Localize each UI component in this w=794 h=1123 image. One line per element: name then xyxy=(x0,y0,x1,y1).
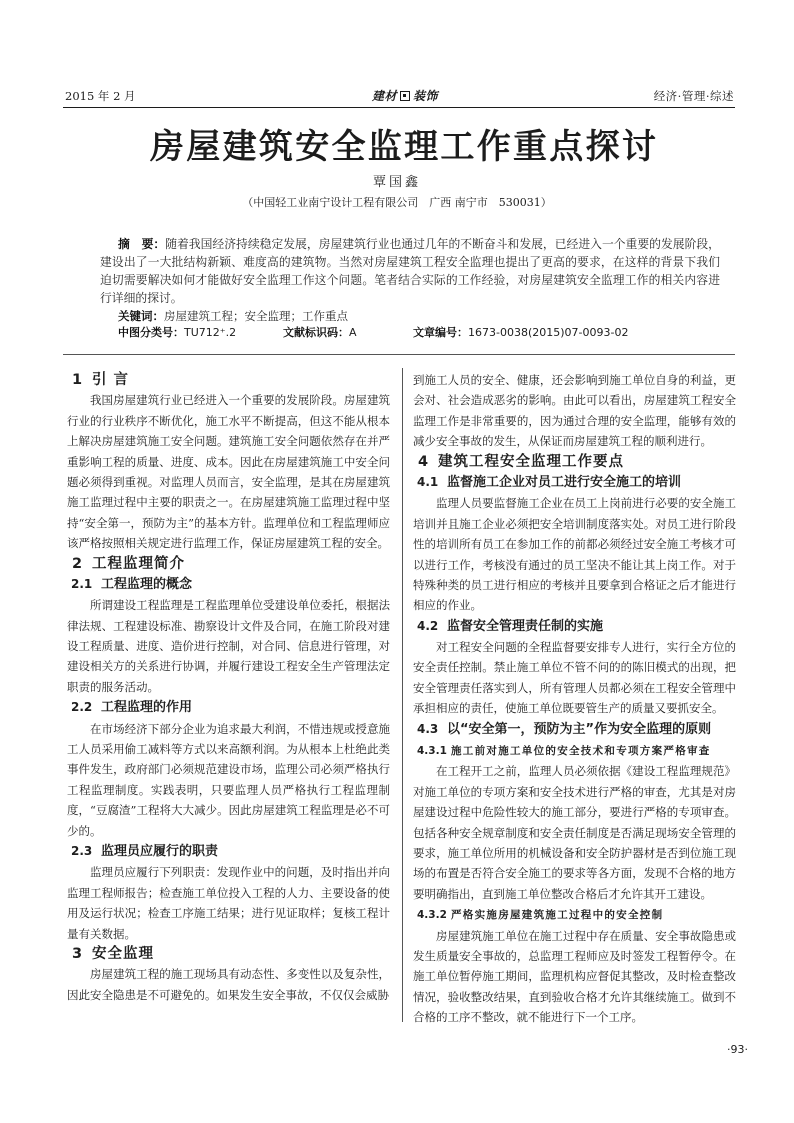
right-column xyxy=(413,370,736,1028)
journal-logo-mark-icon xyxy=(400,91,410,101)
subsection-title: 监督安全管理责任制的实施 xyxy=(447,618,604,634)
subsubsection-number: 4.3.2 xyxy=(417,909,447,922)
subsection-title: 监理员应履行的职责 xyxy=(101,843,219,859)
abstract-label: 摘 要： xyxy=(118,237,166,251)
journal-logo-left: 建材 xyxy=(372,89,398,103)
abstract-text: 随着我国经济持续稳定发展，房屋建筑行业也通过几年的不断奋斗和发展，已经进入一个重要的发展阶段，建设出了一大批结构新颖、难度高的建筑物。当然对房屋建筑工程安全监理也提出了更高的要求，在这样的背景下我们迫切需要解决如何才能做好安全监理工作这个问题。笔者结合实际的工作经验，对房屋建筑安全监理工作的相关内容进行详细的探讨。 xyxy=(100,237,720,305)
journal-logo-right: 装饰 xyxy=(413,89,439,103)
subsection-heading xyxy=(67,697,390,718)
subsection-number: 2.2 xyxy=(71,700,93,715)
subsection-title: 工程监理的概念 xyxy=(101,576,193,592)
keywords-label: 关键词： xyxy=(118,309,164,323)
clc-label: 中图分类号： xyxy=(118,326,184,339)
abstract-separator xyxy=(63,354,735,355)
section-title: 引 言 xyxy=(92,372,130,388)
article-number-value: 1673-0038(2015)07-0093-02 xyxy=(468,326,629,339)
subsection-number: 2.1 xyxy=(71,576,93,591)
document-code-value: A xyxy=(349,326,357,339)
keywords xyxy=(118,307,348,325)
page-number: ·93· xyxy=(727,1043,748,1056)
article-title: 房屋建筑安全监理工作重点探讨 xyxy=(150,127,659,167)
subsection-number: 4.3 xyxy=(417,721,439,736)
article-number-label: 文章编号： xyxy=(413,326,468,339)
document-code xyxy=(283,324,357,342)
subsubsection-heading xyxy=(413,904,736,925)
subsection-heading xyxy=(413,719,736,740)
paragraph: 所谓建设工程监理是工程监理单位受建设单位委托，根据法律法规、工程建设标准、勘察设计文件及合同，在施工阶段对建设工程质量、进度、造价进行控制，对合同、信息进行管理，对建设相关方的关系进行协调，并履行建设工程安全生产管理法定职责的服务活动。 xyxy=(67,598,390,694)
subsection-heading xyxy=(413,472,736,493)
paragraph: 房屋建筑工程的施工现场具有动态性、多变性以及复杂性，因此安全隐患是不可避免的。如果发生安全事故，不仅仅会威胁 xyxy=(67,967,390,1002)
paragraph: 监理人员要监督施工企业在员工上岗前进行必要的安全施工培训并且施工企业必须把安全培训制度落实处。对员工进行阶段性的培训所有员工在参加工作的前都必须经过安全施工考核才可以进行工作，考核没有通过的员工坚决不能让其上岗工作。对于特殊种类的员工进行相应的考核并且要拿到合格证之后才能进行相应的作业。 xyxy=(413,496,736,613)
subsubsection-title: 严格实施房屋建筑施工过程中的安全控制 xyxy=(451,909,664,922)
section-title: 建筑工程安全监理工作要点 xyxy=(438,453,624,470)
header-date: 2015 年 2 月 xyxy=(65,89,136,103)
paragraph: 房屋建筑施工单位在施工过程中存在质量、安全事故隐患或发生质量安全事故的，总监理工程师应及时签发工程暂停令。在施工单位暂停施工期间，监理机构应督促其整改，及时检查整改情况，验收整改结果，直到验收合格才允许其继续施工。做到不合格的工序不整改，就不能进行下一个工序。 xyxy=(413,928,736,1025)
subsection-heading xyxy=(67,574,390,595)
abstract xyxy=(100,235,720,307)
subsection-heading xyxy=(413,616,736,637)
section-heading xyxy=(413,452,736,472)
document-code-label: 文献标识码： xyxy=(283,326,349,339)
subsection-title: 以“安全第一，预防为主”作为安全监理的原则 xyxy=(447,721,712,737)
subsection-title: 监督施工企业对员工进行安全施工的培训 xyxy=(447,474,682,490)
section-title: 工程监理简介 xyxy=(92,555,185,572)
article-author: 覃国鑫 xyxy=(372,175,421,190)
subsection-number: 4.2 xyxy=(417,618,439,633)
article-number xyxy=(413,324,628,342)
author-affiliation: （中国轻工业南宁设计工程有限公司 广西 南宁市 530031） xyxy=(242,196,552,209)
subsection-number: 2.3 xyxy=(71,843,93,858)
paragraph: 在工程开工之前，监理人员必须依据《建设工程监理规范》对施工单位的专项方案和安全技术进行严格的审查，尤其是对房屋建设过程中危险性较大的施工部分，要进行严格的专项审查。包括各种安全规章制度和安全责任制度是否满足现场安全管理的要求，施工单位所用的机械设备和安全防护器材是否到位施工现场的布置是否符合安全施工的要求等各方面，发现不合格的地方要明确指出，直到施工单位整改合格后才允许其开工建设。 xyxy=(413,764,736,901)
subsubsection-heading xyxy=(413,740,736,761)
paragraph: 我国房屋建筑行业已经进入一个重要的发展阶段。房屋建筑行业的行业秩序不断优化，施工水平不断提高，但这不能从根本上解决房屋建筑施工安全问题。建筑施工安全问题依然存在并严重影响工程的质量、进度、成本。因此在房屋建筑施工中安全问题必须得到重视。对监理人员而言，安全监理，是其在房屋建筑施工监理过程中主要的职责之一。在房屋建筑施工监理过程中坚持“安全第一，预防为主”的基本方针。监理单位和工程监理师应该严格按照相关规定进行监理工作，保证房屋建筑工程的安全。 xyxy=(67,393,390,551)
left-column xyxy=(67,370,390,1005)
subsection-number: 4.1 xyxy=(417,474,439,489)
section-heading xyxy=(67,370,390,390)
header-section: 经济·管理·综述 xyxy=(653,89,734,103)
subsubsection-number: 4.3.1 xyxy=(417,745,447,758)
section-number: 2 xyxy=(72,555,84,572)
section-title: 安全监理 xyxy=(92,945,154,962)
subsection-heading xyxy=(67,841,390,862)
subsubsection-title: 施工前对施工单位的安全技术和专项方案严格审查 xyxy=(451,745,711,758)
clc-number xyxy=(118,324,236,342)
paragraph: 在市场经济下部分企业为追求最大利润，不惜违规或授意施工人员采用偷工减料等方式以来高额利润。为从根本上杜绝此类事件发生，政府部门必须规范建设市场，监理公司必须严格执行工程监理制度。实践表明，只要监理人员严格执行工程监理制度，“豆腐渣”工程将大大减少。因此房屋建筑工程监理是必不可少的。 xyxy=(67,721,390,838)
keywords-text: 房屋建筑工程；安全监理；工作重点 xyxy=(164,309,348,323)
header-rule xyxy=(63,107,735,108)
section-heading xyxy=(67,554,390,574)
clc-value: TU712⁺.2 xyxy=(184,326,237,339)
paragraph: 监理员应履行下列职责：发现作业中的问题，及时指出并向监理工程师报告；检查施工单位投入工程的人力、主要设备的使用及运行状况；检查工序施工结果；进行见证取样；复核工程计量有关数据。 xyxy=(67,865,390,941)
paragraph: 对工程安全问题的全程监督要安排专人进行，实行全方位的安全责任控制。禁止施工单位不管不问的的陈旧模式的出现，把安全管理责任落实到人，所有管理人员都必须在工程安全管理中承担相应的责任，使施工单位既要管生产的质量又要抓安全。 xyxy=(413,640,736,716)
section-number: 3 xyxy=(72,945,84,962)
section-heading xyxy=(67,944,390,964)
subsection-title: 工程监理的作用 xyxy=(101,700,193,716)
journal-logo xyxy=(372,88,438,104)
paragraph-continued: 到施工人员的安全、健康，还会影响到施工单位自身的利益，更会对、社会造成恶劣的影响。由此可以看出，房屋建筑工程安全监理工作是非常重要的，因为通过合理的安全监理，能够有效的减少安全事故的发生，从保证而房屋建筑工程的顺利进行。 xyxy=(413,373,736,449)
section-number: 1 xyxy=(72,372,84,388)
section-number: 4 xyxy=(418,453,430,470)
column-divider xyxy=(402,368,403,1022)
